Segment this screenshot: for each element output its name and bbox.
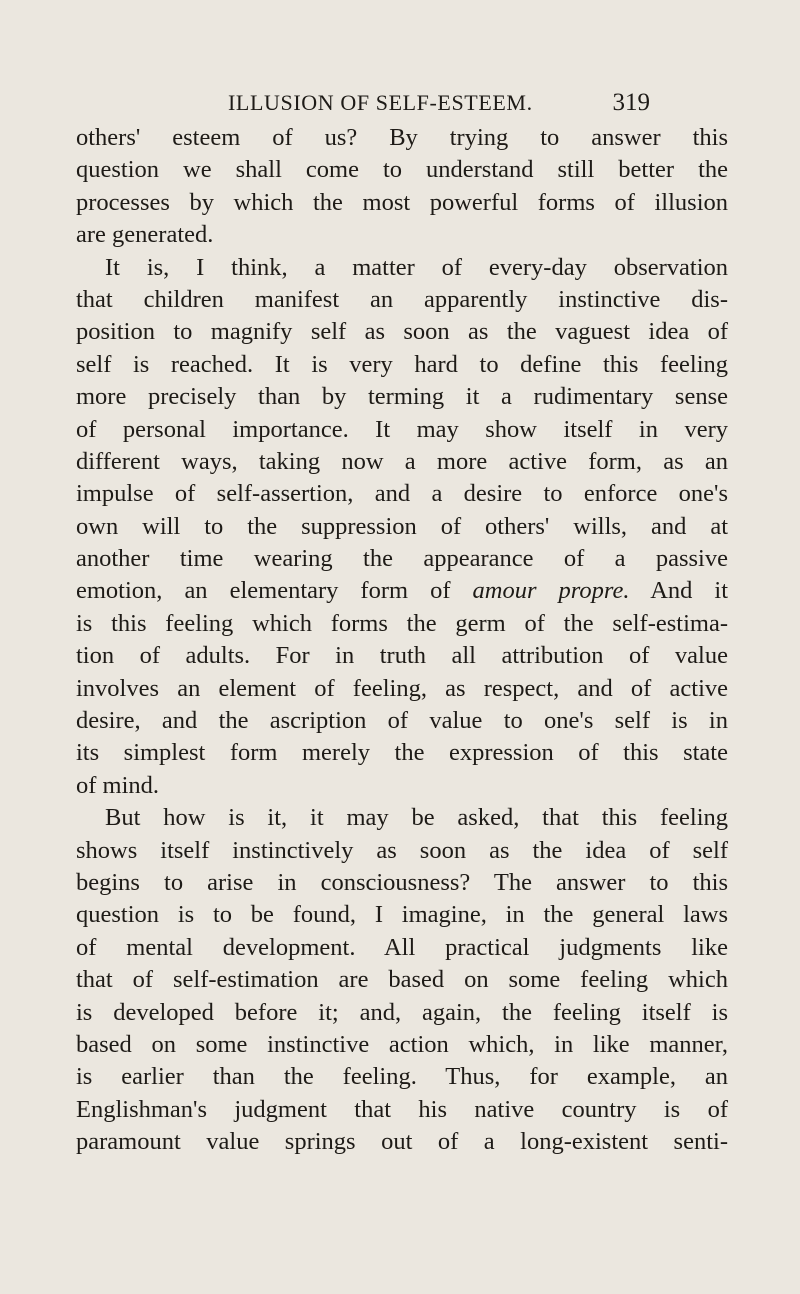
text-line: is this feeling which forms the germ of the self-estima- — [76, 609, 728, 637]
text-line: processes by which the most powerful forms of illusion — [76, 188, 728, 216]
text-line: of mental development. All practical judgments like — [76, 933, 728, 961]
text-line: own will to the suppression of others' wills, and at — [76, 512, 728, 540]
text-line: is earlier than the feeling. Thus, for example, an — [76, 1063, 728, 1091]
body-text — [76, 122, 728, 1159]
text-line: that children manifest an apparently instinctive dis- — [76, 285, 728, 313]
text-line: based on some instinctive action which, in like manner, — [76, 1030, 728, 1058]
text-line: shows itself instinctively as soon as the idea of self — [76, 836, 728, 864]
text-line: of mind. — [76, 771, 160, 799]
text-line: more precisely than by terming it a rudimentary sense — [76, 383, 728, 411]
text-line: tion of adults. For in truth all attribution of value — [76, 642, 728, 670]
running-head — [228, 88, 650, 118]
text-line: is developed before it; and, again, the feeling itself is — [76, 998, 728, 1026]
text-line: that of self-estimation are based on some feeling which — [76, 966, 728, 994]
running-title: ILLUSION OF SELF-ESTEEM. — [228, 90, 533, 115]
text-segment: And it — [650, 577, 729, 605]
text-line: of personal importance. It may show itself in very — [76, 415, 728, 443]
text-line: desire, and the ascription of value to one's self is in — [76, 707, 728, 735]
text-segment: emotion, an elementary form of — [76, 577, 451, 605]
text-line: different ways, taking now a more active form, as an — [76, 447, 728, 475]
text-line: Englishman's judgment that his native country is of — [76, 1095, 728, 1123]
text-line: impulse of self-assertion, and a desire to enforce one's — [76, 480, 728, 508]
text-line: are generated. — [76, 221, 214, 249]
text-line: another time wearing the appearance of a passive — [76, 545, 728, 573]
text-line: involves an element of feeling, as respect, and of active — [76, 674, 728, 702]
text-line: paramount value springs out of a long-existent senti- — [76, 1128, 728, 1156]
text-line-mixed — [76, 575, 728, 607]
text-line: others' esteem of us? By trying to answer this — [76, 124, 728, 151]
text-line: It is, I think, a matter of every-day observation — [105, 253, 728, 281]
italic-phrase: amour propre. — [472, 577, 630, 605]
page-number: 319 — [612, 89, 650, 116]
text-line: begins to arise in consciousness? The answer to this — [76, 868, 728, 896]
text-line: question is to be found, I imagine, in the general laws — [76, 901, 728, 929]
text-line: its simplest form merely the expression of this state — [76, 739, 728, 767]
text-line: self is reached. It is very hard to define this feeling — [76, 350, 728, 378]
text-line: question we shall come to understand still better the — [76, 156, 728, 184]
text-line: But how is it, it may be asked, that this feeling — [105, 804, 728, 832]
text-line: position to magnify self as soon as the vaguest idea of — [76, 318, 728, 346]
